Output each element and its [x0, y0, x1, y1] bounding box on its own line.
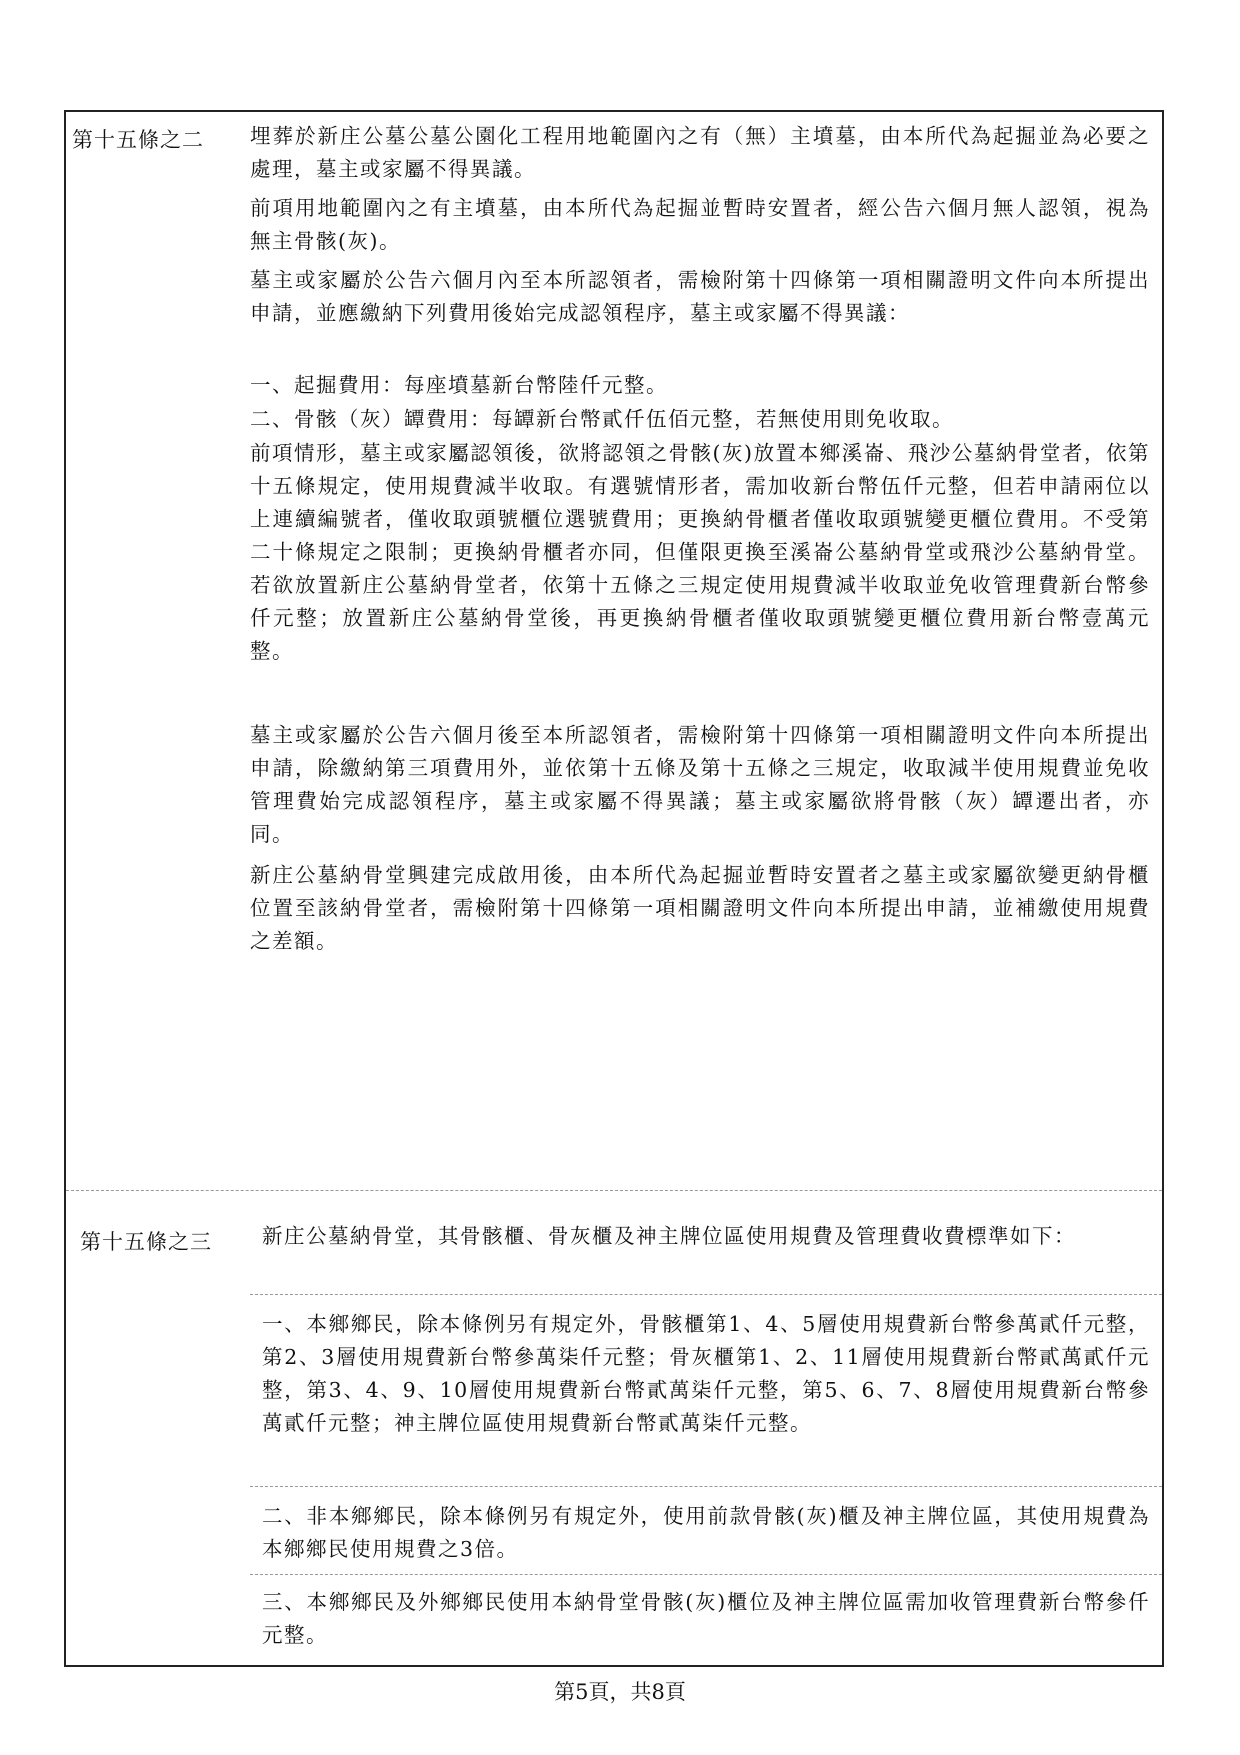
article-15-2-paragraph-1: 埋葬於新庄公墓公墓公園化工程用地範圍內之有（無）主墳墓，由本所代為起掘並為必要之處理，墓主或家屬不得異議。	[250, 124, 1150, 181]
article-15-3-intro: 新庄公墓納骨堂，其骨骸櫃、骨灰櫃及神主牌位區使用規費及管理費收費標準如下：	[262, 1224, 1076, 1248]
article-15-2-item-2: 二、骨骸（灰）罈費用：每罈新台幣貳仟伍佰元整，若無使用則免收取。	[250, 407, 954, 431]
article-15-2-label: 第十五條之二	[72, 128, 204, 152]
article-15-2-paragraph-6: 新庄公墓納骨堂興建完成啟用後，由本所代為起掘並暫時安置者之墓主或家屬欲變更納骨櫃位置至該納骨堂者，需檢附第十四條第一項相關證明文件向本所提出申請，並補繳使用規費之差額。	[250, 863, 1150, 953]
article-15-2-paragraph-2: 前項用地範圍內之有主墳墓，由本所代為起掘並暫時安置者，經公告六個月無人認領，視為無主骨骸(灰)。	[250, 196, 1150, 253]
article-15-3-item-1: 一、本鄉鄉民，除本條例另有規定外，骨骸櫃第1、4、5層使用規費新台幣參萬貳仟元整，第2、3層使用規費新台幣參萬柒仟元整；骨灰櫃第1、2、11層使用規費新台幣貳萬貳仟元整，第3、4、9、10層使用規費新台幣貳萬柒仟元整，第5、6、7、8層使用規費新台幣參萬貳仟元整；神主牌位區使用規費新台幣貳萬柒仟元整。	[262, 1312, 1150, 1435]
article-table	[64, 110, 1164, 1667]
article-15-3-item-3: 三、本鄉鄉民及外鄉鄉民使用本納骨堂骨骸(灰)櫃位及神主牌位區需加收管理費新台幣參仟元整。	[262, 1590, 1150, 1647]
page-number: 第5頁，共8頁	[554, 1680, 686, 1704]
row-divider	[250, 1486, 1162, 1487]
article-15-2-paragraph-3: 墓主或家屬於公告六個月內至本所認領者，需檢附第十四條第一項相關證明文件向本所提出申請，並應繳納下列費用後始完成認領程序，墓主或家屬不得異議：	[250, 268, 1150, 325]
article-15-2-paragraph-5: 墓主或家屬於公告六個月後至本所認領者，需檢附第十四條第一項相關證明文件向本所提出申請，除繳納第三項費用外，並依第十五條及第十五條之三規定，收取減半使用規費並免收管理費始完成認領程序，墓主或家屬不得異議；墓主或家屬欲將骨骸（灰）罈遷出者，亦同。	[250, 723, 1150, 846]
row-divider	[250, 1574, 1162, 1575]
article-15-2-paragraph-4: 前項情形，墓主或家屬認領後，欲將認領之骨骸(灰)放置本鄉溪崙、飛沙公墓納骨堂者，依第十五條規定，使用規費減半收取。有選號情形者，需加收新台幣伍仟元整，但若申請兩位以上連續編號者，僅收取頭號櫃位選號費用；更換納骨櫃者僅收取頭號變更櫃位費用。不受第二十條規定之限制；更換納骨櫃者亦同，但僅限更換至溪崙公墓納骨堂或飛沙公墓納骨堂。若欲放置新庄公墓納骨堂者，依第十五條之三規定使用規費減半收取並免收管理費新台幣參仟元整；放置新庄公墓納骨堂後，再更換納骨櫃者僅收取頭號變更櫃位費用新台幣壹萬元整。	[250, 441, 1150, 663]
article-15-3-label: 第十五條之三	[80, 1230, 212, 1254]
section-divider	[66, 1190, 1162, 1191]
row-divider	[250, 1294, 1162, 1295]
article-15-3-item-2: 二、非本鄉鄉民，除本條例另有規定外，使用前款骨骸(灰)櫃及神主牌位區，其使用規費為本鄉鄉民使用規費之3倍。	[262, 1504, 1150, 1561]
article-15-2-item-1: 一、起掘費用：每座墳墓新台幣陸仟元整。	[250, 373, 668, 397]
